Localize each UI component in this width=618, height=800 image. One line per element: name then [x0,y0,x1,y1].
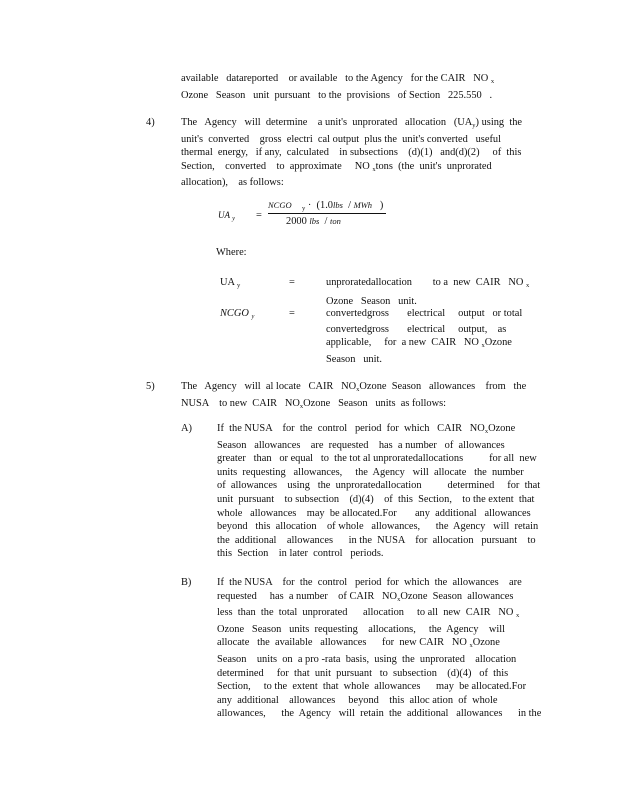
text-line: the additional allowances in the NUSA for allocation pursuant to [217,534,536,546]
item-4-paragraph [181,116,541,190]
text-line: The Agency will al locate CAIR $NO_xOzone$ Season allowances from the [181,381,527,393]
item-number-4: 4) [146,117,155,128]
text-line: Season unit. [326,353,382,365]
item-5-paragraph [181,380,541,413]
text-line: convertedgross electrical output or total [326,308,523,319]
text-line: Season units on a pro -rata basis, using the unprorated allocation [217,653,517,665]
definition-ncgo [326,307,540,366]
formula-lhs: UA $_y$ [218,210,235,222]
subitem-b-paragraph [217,576,541,721]
text-line: The Agency will determine a unit's unprorated allocation $(UA_y)$ using the [181,117,523,129]
text-line: Ozone Season unit. [326,295,417,307]
subitem-label-b: B) [181,577,192,588]
text-line: greater than or equal to the tot al unproratedallocations for all new [217,453,537,465]
definition-term-ncgo: NCGO $_y$ [220,308,255,320]
text-line: less than the total unprorated allocation to all new CAIR NO $_x$ [217,607,520,620]
text-line: Season allowances are requested has a number of allowances [217,439,505,451]
definition-equals: = [289,277,295,288]
text-line: Ozone Season units requesting allocations, the Agency will [217,623,505,635]
definition-ua [326,276,540,308]
text-line: unproratedallocation to a new CAIR NO $_x$ [326,277,530,289]
definition-term-ua: UA $_y$ [220,277,241,289]
item-number-5: 5) [146,381,155,392]
text-line: whole allowances may be allocated.For any additional allowances [217,507,531,519]
text-line: beyond this allocation of whole allowances, the Agency will retain [217,521,539,533]
text-line: unit pursuant to subsection (d)(4) of this Section, to the extent that [217,493,535,505]
where-label: Where: [216,247,247,258]
text-line: Section, to the extent that whole allowances may be allocated.For [217,681,527,693]
text-line: Ozone Season unit pursuant to the provisions of Section 225.550 . [181,89,493,101]
text-line: any additional allowances beyond this alloc ation of whole [217,694,498,706]
text-line: thermal energy, if any, calculated in subsections (d)(1) and(d)(2) of this [181,147,522,159]
text-line: Section, converted to approximate NO $_x$tons (the unit's unprorated [181,160,492,173]
text-line: available datareported or available to the Agency for the CAIR NO $_x$ [181,73,495,85]
text-line: units requesting allowances, the Agency will allocate the number [217,466,524,478]
formula-numerator: NCGO $_y$ · (1.0lbs / MWh ) [268,200,384,212]
intro-paragraph [181,72,513,102]
text-line: this Section in later control periods. [217,548,384,560]
text-line: If the NUSA for the control period for which the allowances are [217,577,522,588]
fraction-bar [268,213,386,214]
text-line: unit's converted gross electri cal output plus the unit's converted useful [181,133,502,145]
allocation-formula [216,199,386,233]
subitem-a-paragraph [217,422,539,561]
text-line: allocate the available allowances for new CAIR NO $_x$Ozone [217,637,500,650]
formula-denominator: 2000 lbs / ton [286,216,341,227]
text-line: determined for that unit pursuant to subsection (d)(4) of this [217,667,509,679]
text-line: applicable, for a new CAIR NO $_x$Ozone [326,337,512,350]
text-line: NUSA to new CAIR $NO_xOzone$ Season units as follows: [181,397,447,410]
text-line: requested has a number of CAIR $NO_xOzone$ Season allowances [217,590,514,603]
formula-equals: = [256,210,262,221]
definition-equals: = [289,308,295,319]
text-line: convertedgross electrical output, as [326,323,507,335]
subitem-label-a: A) [181,423,192,434]
text-line: allocation), as follows: [181,177,284,189]
text-line: If the NUSA for the control period for which CAIR $NO_xOzone$ [217,423,516,435]
text-line: allowances, the Agency will retain the additional allowances in the [217,708,542,720]
text-line: of allowances using the unproratedallocation determined for that [217,480,541,492]
